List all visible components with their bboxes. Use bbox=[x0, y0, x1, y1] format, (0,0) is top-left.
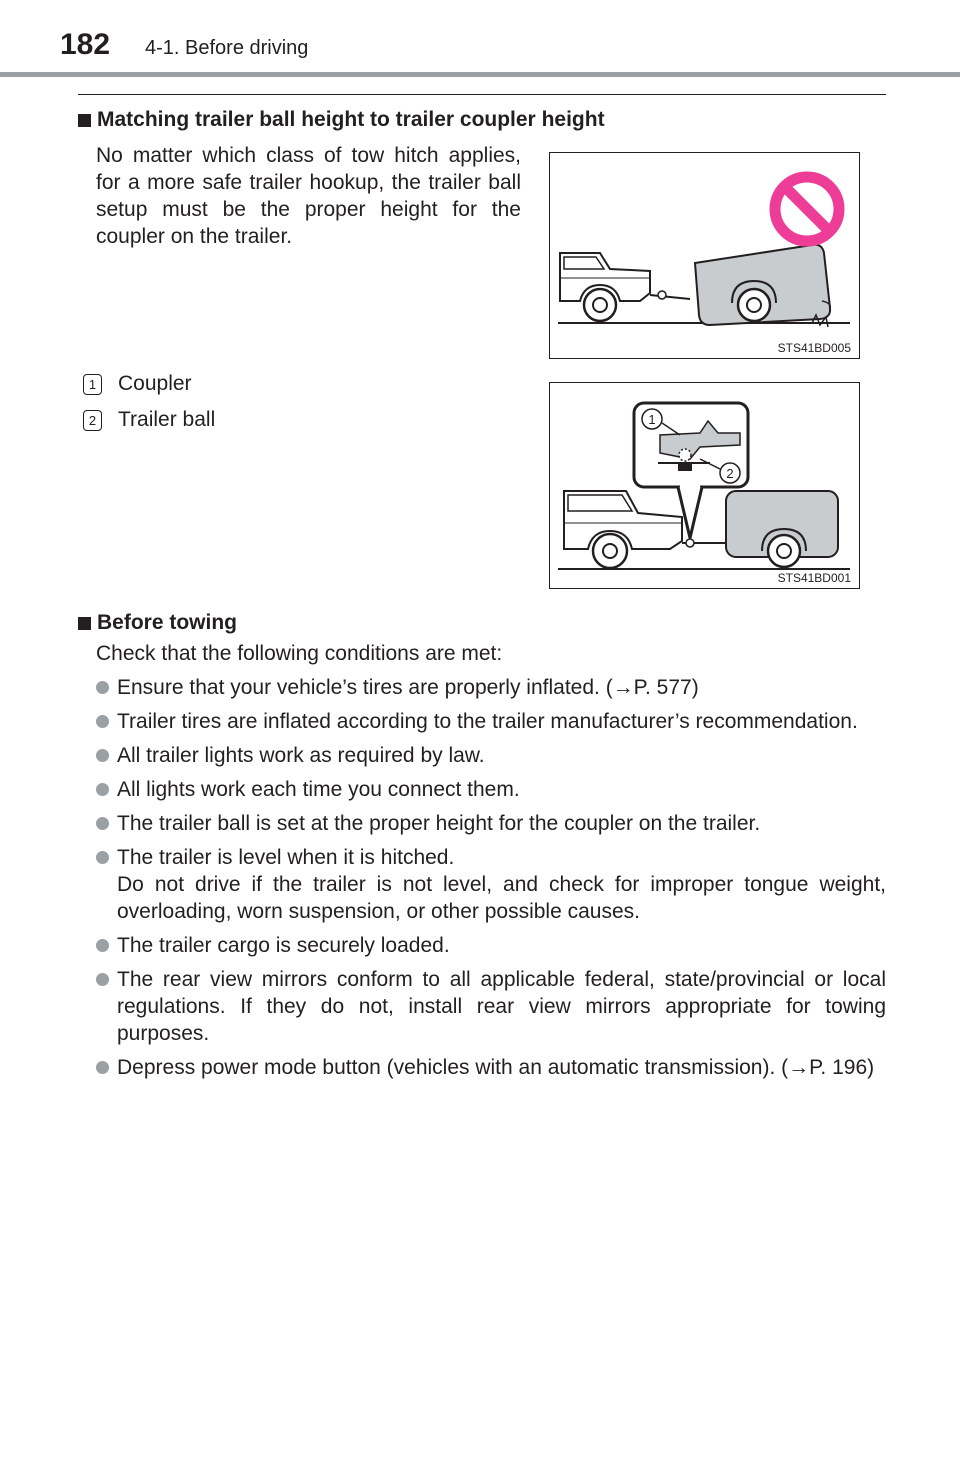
callout-label: Trailer ball bbox=[118, 408, 216, 431]
bullet-icon bbox=[96, 681, 109, 694]
list-item bbox=[96, 742, 886, 769]
list-item bbox=[96, 674, 886, 701]
bullet-icon bbox=[96, 783, 109, 796]
page-number: 182 bbox=[60, 28, 111, 61]
list-item-text: The rear view mirrors conform to all applicable federal, state/provincial or local regulations. If they do not, install rear view mirrors appropriate for towing purposes. bbox=[117, 968, 886, 1045]
bullet-icon bbox=[96, 817, 109, 830]
list-item-text: All lights work each time you connect them. bbox=[117, 778, 520, 801]
heading-square-icon bbox=[78, 617, 91, 630]
list-item bbox=[96, 932, 886, 959]
list-item-text: The trailer is level when it is hitched. Do not drive if the trailer is not level, and check for improper tongue weight, overloading, worn suspension, or other possible causes. bbox=[117, 846, 886, 923]
list-item-text: All trailer lights work as required by law. bbox=[117, 744, 485, 767]
intro-paragraph: No matter which class of tow hitch applies, for a more safe trailer hookup, the trailer ball setup must be the proper height for the coupler on the trailer. bbox=[96, 144, 521, 248]
figure-code: STS41BD001 bbox=[777, 571, 851, 585]
list-item bbox=[96, 810, 886, 837]
svg-text:2: 2 bbox=[726, 466, 734, 481]
section-rule bbox=[78, 94, 886, 95]
conditions-list bbox=[96, 674, 886, 1088]
figure-code: STS41BD005 bbox=[777, 341, 851, 355]
figure-improper-height bbox=[549, 152, 860, 359]
callout-coupler bbox=[83, 372, 192, 396]
callout-number-1: 1 bbox=[83, 374, 102, 395]
header-rule bbox=[0, 72, 960, 77]
list-item-text: Ensure that your vehicle’s tires are properly inflated. (→P. 577) bbox=[117, 676, 699, 699]
list-item bbox=[96, 1054, 886, 1081]
list-item bbox=[96, 776, 886, 803]
bullet-icon bbox=[96, 851, 109, 864]
svg-text:1: 1 bbox=[648, 412, 656, 427]
proper-hitch-illustration bbox=[550, 383, 859, 588]
heading-square-icon bbox=[78, 114, 91, 127]
bullet-icon bbox=[96, 715, 109, 728]
figure-proper-height bbox=[549, 382, 860, 589]
callout-trailer-ball bbox=[83, 408, 215, 432]
list-item bbox=[96, 708, 886, 735]
callout-number-2: 2 bbox=[83, 410, 102, 431]
list-item-text: The trailer ball is set at the proper height for the coupler on the trailer. bbox=[117, 812, 761, 835]
list-item-text: Trailer tires are inflated according to the trailer manufacturer’s recommendation. bbox=[117, 710, 858, 733]
heading-text: Before towing bbox=[97, 611, 237, 634]
bullet-icon bbox=[96, 973, 109, 986]
list-item-text: The trailer cargo is securely loaded. bbox=[117, 934, 450, 957]
improper-hitch-illustration bbox=[550, 153, 859, 358]
bullet-icon bbox=[96, 749, 109, 762]
bullet-icon bbox=[96, 1061, 109, 1074]
list-item-text: Depress power mode button (vehicles with an automatic transmission). (→P. 196) bbox=[117, 1056, 875, 1079]
conditions-intro: Check that the following conditions are met: bbox=[96, 642, 503, 665]
heading-text: Matching trailer ball height to trailer coupler height bbox=[97, 108, 605, 131]
section-heading-before-towing bbox=[78, 611, 237, 635]
section-heading-ball-height bbox=[78, 108, 605, 132]
callout-label: Coupler bbox=[118, 372, 192, 395]
list-item bbox=[96, 844, 886, 925]
chapter-title: 4-1. Before driving bbox=[145, 37, 309, 59]
bullet-icon bbox=[96, 939, 109, 952]
list-item bbox=[96, 966, 886, 1047]
